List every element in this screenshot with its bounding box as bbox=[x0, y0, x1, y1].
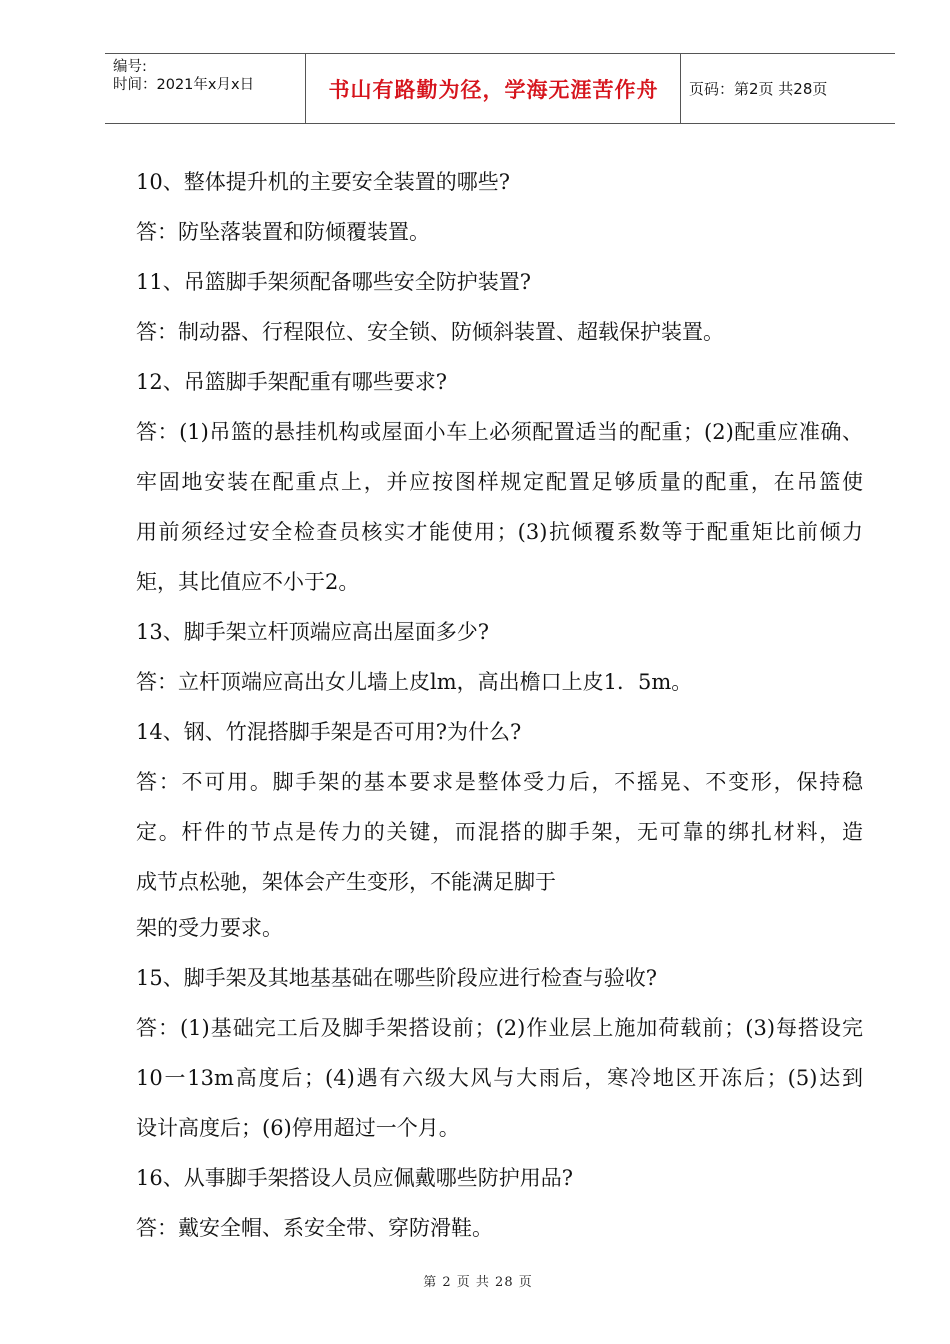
page-header bbox=[105, 53, 895, 124]
question-11: 11、吊篮脚手架须配备哪些安全防护装置? bbox=[136, 270, 531, 294]
answer-12-line: 牢固地安装在配重点上，并应按图样规定配置足够质量的配重，在吊篮使 bbox=[136, 470, 863, 494]
answer-14-line: 定。杆件的节点是传力的关键，而混搭的脚手架，无可靠的绑扎材料，造 bbox=[136, 820, 863, 844]
header-meta bbox=[113, 58, 254, 94]
question-14: 14、钢、竹混搭脚手架是否可用?为什么? bbox=[136, 720, 522, 744]
answer-10: 答：防坠落装置和防倾覆装置。 bbox=[136, 220, 430, 244]
document-time-label: 时间：2021年x月x日 bbox=[113, 77, 255, 93]
answer-12-line: 矩，其比值应不小于2。 bbox=[136, 570, 360, 594]
question-16: 16、从事脚手架搭设人员应佩戴哪些防护用品? bbox=[136, 1166, 573, 1190]
answer-15-line: 设计高度后；(6)停用超过一个月。 bbox=[136, 1116, 460, 1140]
question-15: 15、脚手架及其地基基础在哪些阶段应进行检查与验收? bbox=[136, 966, 657, 990]
answer-13: 答：立杆顶端应高出女儿墙上皮lm，高出檐口上皮1．5m。 bbox=[136, 670, 693, 694]
answer-14-line: 成节点松驰，架体会产生变形，不能满足脚于 bbox=[136, 870, 556, 894]
header-divider bbox=[305, 54, 306, 123]
question-10: 10、整体提升机的主要安全装置的哪些? bbox=[136, 170, 510, 194]
answer-14-line: 架的受力要求。 bbox=[136, 916, 283, 940]
header-divider bbox=[680, 54, 681, 123]
answer-16: 答：戴安全帽、系安全带、穿防滑鞋。 bbox=[136, 1216, 493, 1240]
header-motto: 书山有路勤为径，学海无涯苦作舟 bbox=[328, 77, 659, 102]
answer-11: 答：制动器、行程限位、安全锁、防倾斜装置、超载保护装置。 bbox=[136, 320, 724, 344]
document-number-label: 编号: bbox=[113, 59, 147, 75]
answer-12-line: 答：(1)吊篮的悬挂机构或屋面小车上必须配置适当的配重；(2)配重应准确、 bbox=[136, 420, 863, 444]
answer-12-line: 用前须经过安全检查员核实才能使用；(3)抗倾覆系数等于配重矩比前倾力 bbox=[136, 520, 863, 544]
header-page-info: 页码：第2页 共28页 bbox=[689, 80, 828, 98]
question-13: 13、脚手架立杆顶端应高出屋面多少? bbox=[136, 620, 489, 644]
answer-15-line: 答：(1)基础完工后及脚手架搭设前；(2)作业层上施加荷载前；(3)每搭设完 bbox=[136, 1016, 863, 1040]
answer-15-line: 10一13m高度后；(4)遇有六级大风与大雨后，寒冷地区开冻后；(5)达到 bbox=[136, 1066, 863, 1090]
question-12: 12、吊篮脚手架配重有哪些要求? bbox=[136, 370, 447, 394]
answer-14-line: 答：不可用。脚手架的基本要求是整体受力后，不摇晃、不变形，保持稳 bbox=[136, 770, 863, 794]
page-footer: 第 2 页 共 28 页 bbox=[423, 1275, 533, 1290]
